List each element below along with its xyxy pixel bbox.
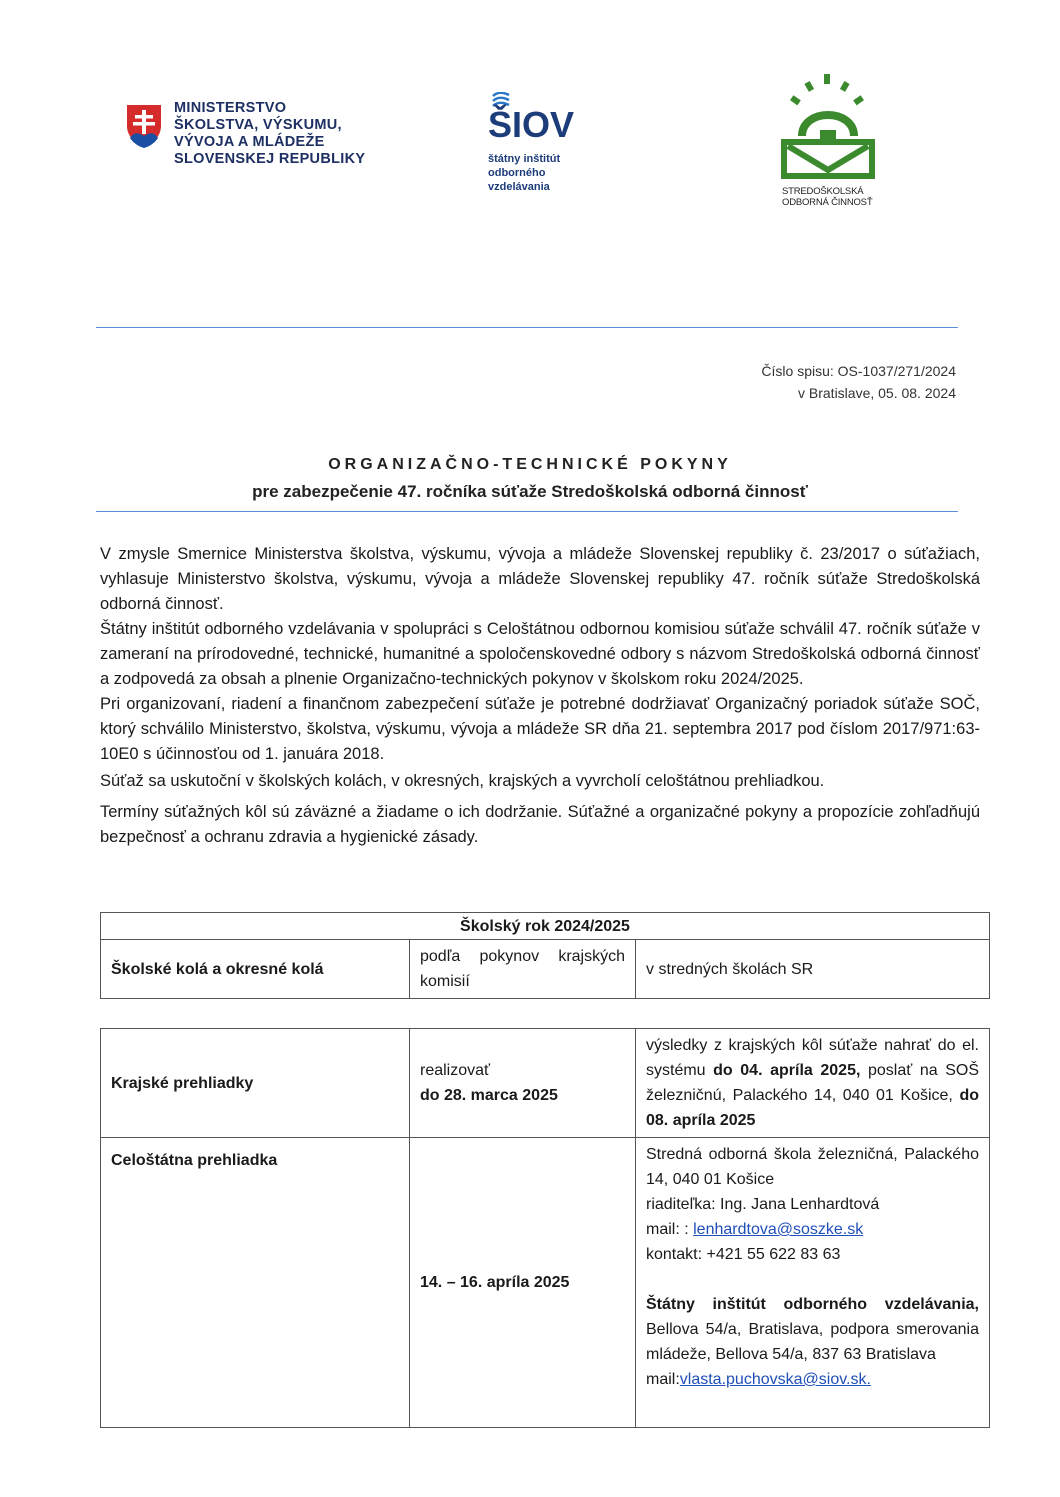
soc-logo [780, 72, 880, 212]
row-label: Školské kolá a okresné kolá [111, 960, 324, 978]
table-cell [410, 1029, 636, 1138]
ministry-logo [124, 100, 374, 170]
soc-line-1: STREDOŠKOLSKÁ [782, 186, 864, 197]
contact-phone: kontakt: +421 55 622 83 63 [646, 1246, 841, 1263]
note-deadline: do 08. apríla 2025 [646, 1087, 979, 1129]
round-deadline: do 28. marca 2025 [420, 1087, 558, 1104]
school-rounds-table [100, 912, 990, 999]
email-link[interactable]: vlasta.puchovska@siov.sk. [679, 1371, 871, 1388]
table-cell [410, 940, 636, 999]
paragraph: Pri organizovaní, riadení a finančnom zabezpečení súťaže je potrebné dodržiavať Organizačný poriadok súťaže SOČ, ktorý schválilo Ministerstvo, školstva, výskumu, vývoja a mládeže SR dňa 21. septembra 2017 pod číslom 2017/971:63-10E0 s účinnosťou od 1. januára 2018. [100, 695, 980, 763]
table-cell [636, 1138, 990, 1428]
table-cell [101, 1029, 410, 1138]
file-reference [761, 360, 956, 404]
siov-address-text: Bellova 54/a, Bratislava, podpora smerovania mládeže, Bellova 54/a, 837 63 Bratislava [646, 1321, 979, 1363]
mail-label: mail: : [646, 1221, 694, 1238]
table-cell [101, 1138, 410, 1428]
round-date: 14. – 16. apríla 2025 [420, 1274, 570, 1291]
place-date: v Bratislave, 05. 08. 2024 [798, 385, 956, 401]
siov-line-1: štátny inštitút [488, 153, 561, 165]
paragraph: Termíny súťažných kôl sú záväzné a žiadame o ich dodržanie. Súťažné a organizačné pokyny a propozície zohľadňujú bezpečnosť a ochranu zdravia a hygienické zásady. [100, 803, 980, 846]
director: riaditeľka: Ing. Jana Lenhardtová [646, 1196, 880, 1213]
regional-national-table [100, 1028, 990, 1428]
mail-line [646, 1367, 979, 1392]
round-when: realizovať [420, 1062, 491, 1079]
email-link[interactable]: lenhardtova@soszke.sk [693, 1221, 864, 1238]
document-title: ORGANIZAČNO-TECHNICKÉ POKYNY [328, 456, 732, 473]
ministry-line-1: MINISTERSTVO [174, 100, 287, 116]
siov-address [646, 1292, 979, 1367]
mail-label: mail: [646, 1371, 680, 1388]
slovak-coat-of-arms-icon [124, 102, 164, 150]
document-body [100, 542, 980, 850]
siov-line-3: vzdelávania [488, 181, 550, 193]
mail-line [646, 1217, 979, 1242]
paragraph: V zmysle Smernice Ministerstva školstva, výskumu, vývoja a mládeže Slovenskej republiky č. 23/2017 o súťažiach, vyhlasuje Ministerstvo školstva, výskumu, vývoja a mládeže Slovenskej republiky 47. ročník súťaže Stredoškolská odborná činnosť. [100, 545, 980, 613]
ministry-line-4: SLOVENSKEJ REPUBLIKY [174, 151, 366, 167]
soc-line-2: ODBORNÁ ČINNOSŤ [782, 197, 873, 208]
title-divider [96, 511, 958, 512]
paragraph: Štátny inštitút odborného vzdelávania v spolupráci s Celoštátnou odbornou komisiou súťaže schválil 47. ročník súťaže v zameraní na prírodovedné, technické, humanitné a spoločenskovedné odbory s názvom Stredoškolská odborná činnosť a zodpovedá za obsah a plnenie Organizačno-technických pokynov v školskom roku 2024/2025. [100, 620, 980, 688]
row-label: Celoštátna prehliadka [111, 1152, 278, 1169]
document-subtitle: pre zabezpečenie 47. ročníka súťaže Stredoškolská odborná činnosť [252, 482, 808, 501]
table-cell [636, 940, 990, 999]
file-number: Číslo spisu: OS-1037/271/2024 [761, 363, 956, 379]
row-label: Krajské prehliadky [111, 1074, 254, 1092]
siov-logo [488, 92, 598, 202]
table-cell [410, 1138, 636, 1428]
note-text: poslať na SOŠ železničnú, Palackého 14, 040 01 Košice, [646, 1062, 980, 1104]
siov-line-2: odborného [488, 167, 546, 179]
school-year: Školský rok 2024/2025 [460, 917, 630, 935]
soc-emblem-icon [780, 72, 880, 184]
siov-name: ŠIOV [488, 104, 575, 145]
header-divider [96, 327, 958, 328]
table-cell [101, 940, 410, 999]
siov-name-bold: Štátny inštitút odborného vzdelávania, [646, 1296, 979, 1313]
ministry-line-3: VÝVOJA A MLÁDEŽE [174, 134, 325, 150]
paragraph: Súťaž sa uskutoční v školských kolách, v okresných, krajských a vyvrcholí celoštátnou prehliadkou. [100, 772, 825, 790]
note-text: výsledky z krajských kôl súťaže nahrať do el. systému [646, 1037, 979, 1079]
table-cell [636, 1029, 990, 1138]
round-when: podľa pokynov krajských komisií [420, 948, 625, 990]
note-deadline: do 04. apríla 2025, [713, 1062, 861, 1079]
ministry-line-2: ŠKOLSTVA, VÝSKUMU, [174, 117, 342, 133]
school-address: Stredná odborná škola železničná, Palackého 14, 040 01 Košice [646, 1146, 979, 1188]
table-header [101, 913, 990, 940]
round-where: v stredných školách SR [646, 960, 814, 978]
